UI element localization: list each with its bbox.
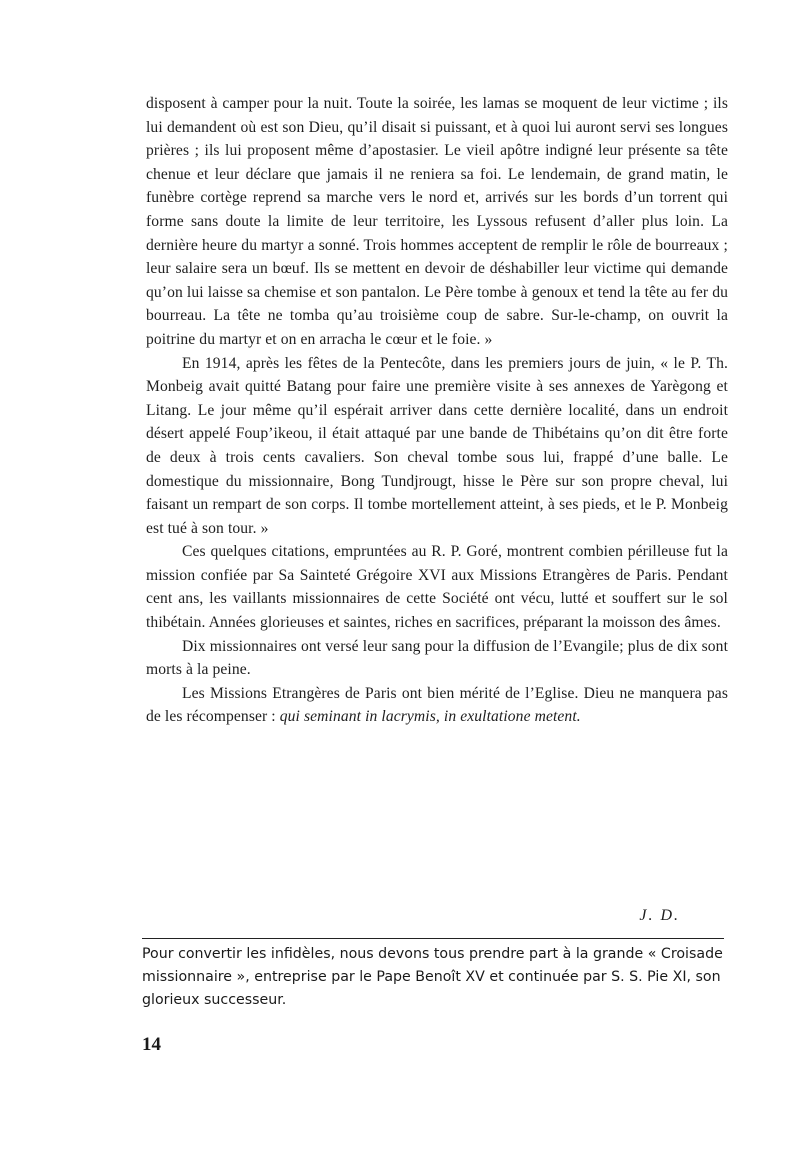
author-signature: J. D. xyxy=(639,907,680,924)
paragraph-monbeig: En 1914, après les fêtes de la Pentecôte, dans les premiers jours de juin, « le P. Th. Monbeig avait quitté Batang pour faire une première visite à ses annexes de Yarègong et Litang. Le jour même qu’il espérait arriver dans cette dernière localité, dans un endroit désert appelé Foup’ikeou, il était attaqué par une bande de Thibétains qu’on dit être forte de deux à trois cents cavaliers. Son cheval tombe sous lui, frappé d’une balle. Le domestique du missionnaire, Bong Tundjrougt, hisse le Père sur son propre cheval, lui faisant un rempart de son corps. Il tombe mortellement atteint, à ses pieds, et le P. Monbeig est tué à son tour. » xyxy=(146,354,728,537)
paragraph-martyrs: Dix missionnaires ont versé leur sang pour la diffusion de l’Evangile; plus de dix sont morts à la peine. xyxy=(146,637,728,679)
conclusion-text: Les Missions Etrangères de Paris ont bien mérité de l’Eglise. Dieu ne manquera pas de les récompenser : xyxy=(146,684,728,726)
paragraph-continuation: disposent à camper pour la nuit. Toute la soirée, les lamas se moquent de leur victime ; ils lui demandent où est son Dieu, qu’il disait si puissant, et à quoi lui auront servi ses longues prières ; ils lui proposent même d’apostasier. Le vieil apôtre indigné leur présente sa tête chenue et leur déclare que jamais il ne reniera sa foi. Le lendemain, de grand matin, le funèbre cortège reprend sa marche vers le nord et, arrivés sur les bords d’un torrent qui forme sans doute la limite de leur territoire, les Lyssous refusent d’aller plus loin. La dernière heure du martyr a sonné. Trois hommes acceptent de remplir le rôle de bourreaux ; leur salaire sera un bœuf. Ils se mettent en devoir de déshabiller leur victime qui demande qu’on lui laisse sa chemise et son pantalon. Le Père tombe à genoux et tend la tête au fer du bourreau. La tête ne tomba qu’au troisième coup de sabre. Sur-le-champ, on ouvrit la poitrine du martyr et on en arracha le cœur et le foie. » xyxy=(146,95,728,348)
latin-quote: qui seminant in lacrymis, in exultatione metent. xyxy=(279,708,581,726)
footer-note: Pour convertir les infidèles, nous devons tous prendre part à la grande « Croisade missionnaire », entreprise par le Pape Benoît XV et continuée par S. S. Pie XI, son glorieux successeur. xyxy=(142,946,723,1008)
page-number: 14 xyxy=(142,1034,161,1055)
footer-divider xyxy=(142,938,724,939)
paragraph-citations: Ces quelques citations, empruntées au R. P. Goré, montrent combien périlleuse fut la mission confiée par Sa Sainteté Grégoire XVI aux Missions Etrangères de Paris. Pendant cent ans, les vaillants missionnaires de cette Société ont vécu, lutté et souffert sur le sol thibétain. Années glorieuses et saintes, riches en sacrifices, préparant la moisson des âmes. xyxy=(146,543,728,632)
paragraph-conclusion xyxy=(146,682,728,729)
body-text xyxy=(146,92,728,729)
